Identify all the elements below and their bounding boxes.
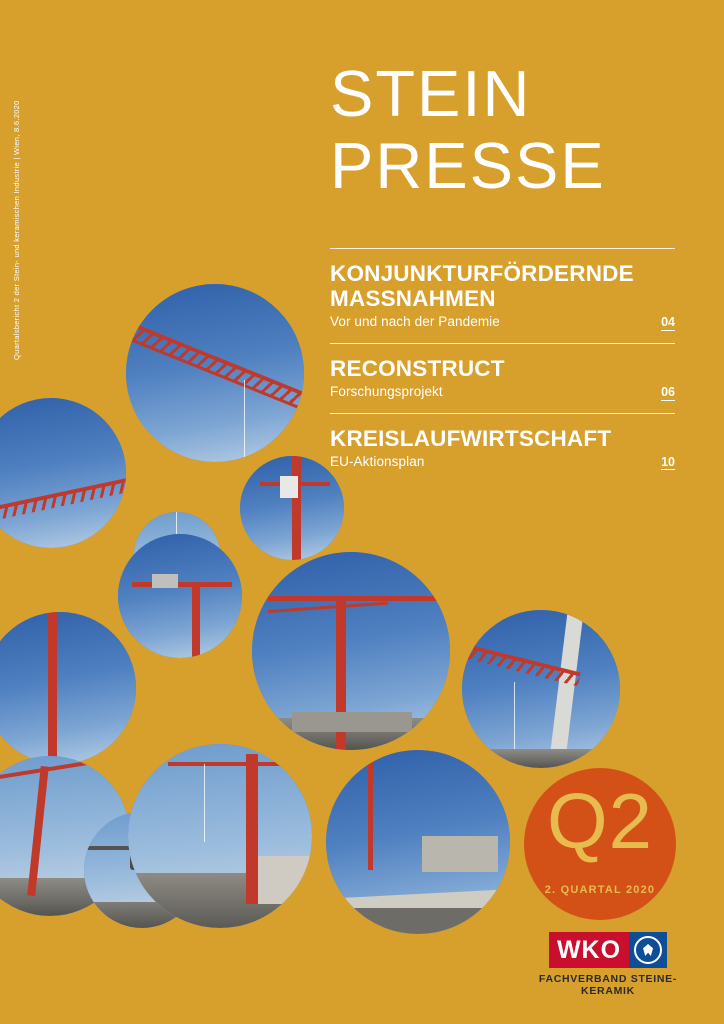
toc-item-2-subtitle: Forschungsprojekt <box>330 384 443 400</box>
quarter-badge-label: Q2 <box>546 777 654 865</box>
photo-circle-crane-center-large <box>252 552 450 750</box>
quarter-badge <box>524 768 676 920</box>
masthead-line-2: PRESSE <box>330 128 606 202</box>
toc-item-2-title: RECONSTRUCT <box>330 355 505 381</box>
toc-item-2-page: 06 <box>661 385 675 400</box>
wko-logo-caption: FACHVERBAND STEINE-KERAMIK <box>538 973 678 997</box>
photo-circle-crane-mast-small <box>240 456 344 560</box>
toc-divider-1 <box>330 248 675 249</box>
toc-divider-3 <box>330 413 675 414</box>
photo-circle-crane-bridge-deck <box>326 750 510 934</box>
toc-item-1[interactable] <box>330 261 675 331</box>
wko-logo-mark <box>549 932 667 968</box>
cover-table-of-contents <box>330 248 675 482</box>
toc-item-2[interactable] <box>330 356 675 401</box>
wko-eagle-icon <box>629 932 667 968</box>
toc-item-1-page: 04 <box>661 315 675 330</box>
photo-circle-crane-jib-diagonal <box>126 284 304 462</box>
toc-item-1-title: KONJUNKTURFÖRDERNDE MASSNAHMEN <box>330 261 634 312</box>
masthead-line-1: STEIN <box>330 57 532 130</box>
photo-circle-crane-tall-tower <box>0 612 136 764</box>
toc-item-3-subtitle: EU-Aktionsplan <box>330 453 425 469</box>
masthead <box>330 57 690 202</box>
photo-circle-crane-building-site <box>128 744 312 928</box>
wko-wordmark: WKO <box>549 932 629 968</box>
toc-item-3-title: KREISLAUFWIRTSCHAFT <box>330 425 612 451</box>
toc-item-1-subtitle: Vor und nach der Pandemie <box>330 314 500 330</box>
wko-logo <box>520 932 696 997</box>
toc-item-3-page: 10 <box>661 454 675 469</box>
spine-imprint-text: Quartalsbericht 2 der Stein- und keramischen Industrie | Wien, 8.6.2020 <box>12 100 21 360</box>
quarter-badge-sublabel: 2. QUARTAL 2020 <box>544 884 656 896</box>
toc-item-3[interactable] <box>330 426 675 471</box>
photo-circle-crane-tower-left <box>0 398 126 548</box>
photo-circle-crane-white-column <box>462 610 620 768</box>
toc-divider-2 <box>330 343 675 344</box>
photo-circle-crane-counterweight <box>118 534 242 658</box>
